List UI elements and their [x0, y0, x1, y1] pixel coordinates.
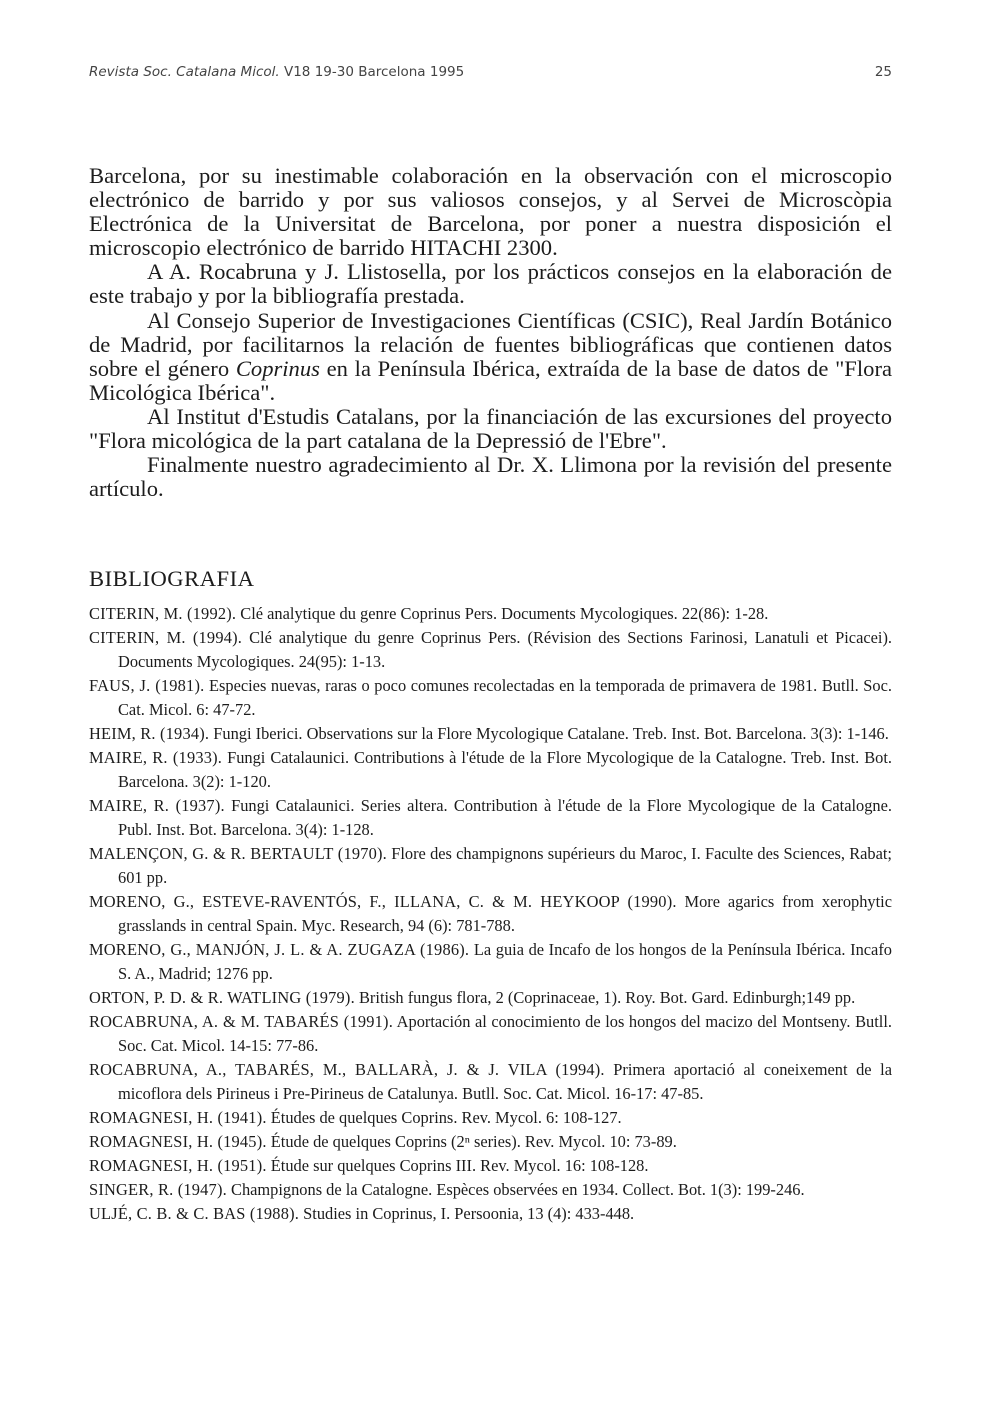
reference-author: MORENO, G., MANJÓN, J. L. & A. ZUGAZA (1986). — [89, 940, 470, 959]
reference-entry — [89, 626, 892, 674]
reference-author: MAIRE, R. (1933). — [89, 748, 223, 767]
reference-author: MAIRE, R. (1937). — [89, 796, 225, 815]
reference-author: SINGER, R. (1947). — [89, 1180, 227, 1199]
journal-name: Revista Soc. Catalana Micol. — [89, 64, 280, 80]
reference-text: Étude de quelques Coprins (2ⁿ series). Rev. Mycol. 10: 73-89. — [266, 1132, 677, 1151]
reference-entry — [89, 1178, 892, 1202]
reference-author: ROMAGNESI, H. (1945). — [89, 1132, 267, 1151]
reference-entry — [89, 794, 892, 842]
reference-text: Fungi Catalaunici. Contributions à l'étude de la Flore Mycologique de la Catalogne. Treb. Inst. Bot. Barcelona. 3(2): 1-120. — [118, 748, 892, 791]
reference-text: Aportación al conocimiento de los hongos del macizo del Montseny. Butll. Soc. Cat. Micol. 14-15: 77-86. — [118, 1012, 892, 1055]
reference-entry — [89, 1106, 892, 1130]
reference-text: More agarics from xerophytic grasslands in central Spain. Myc. Research, 94 (6): 781-788. — [118, 892, 892, 935]
acknowledgements-text — [89, 164, 892, 501]
paragraph-2: A A. Rocabruna y J. Llistosella, por los prácticos consejos en la elaboración de este trabajo y por la bibliografía prestada. — [89, 259, 892, 309]
bibliography-heading: BIBLIOGRAFIA — [89, 566, 255, 591]
reference-text: Studies in Coprinus, I. Persoonia, 13 (4): 433-448. — [299, 1204, 635, 1223]
reference-author: HEIM, R. (1934). — [89, 724, 210, 743]
reference-author: ORTON, P. D. & R. WATLING (1979). — [89, 988, 355, 1007]
reference-text: Champignons de la Catalogne. Espèces observées en 1934. Collect. Bot. 1(3): 199-246. — [226, 1180, 805, 1199]
reference-text: Clé analytique du genre Coprinus Pers. Documents Mycologiques. 22(86): 1-28. — [236, 604, 769, 623]
reference-entry — [89, 1202, 892, 1226]
paragraph-3 — [89, 309, 892, 405]
volume-pages: V18 19-30 Barcelona 1995 — [283, 64, 465, 80]
reference-entry — [89, 986, 892, 1010]
running-header — [89, 64, 892, 86]
genus-name: Coprinus — [235, 355, 320, 381]
reference-author: CITERIN, M. (1994). — [89, 628, 243, 647]
paragraph-3-part-b: en la Península Ibérica, extraída de la base de datos de "Flora Micológica Ibérica". — [89, 355, 892, 405]
reference-author: ROMAGNESI, H. (1951). — [89, 1156, 267, 1175]
reference-author: ULJÉ, C. B. & C. BAS (1988). — [89, 1204, 300, 1223]
paragraph-3-part-a: Al Consejo Superior de Investigaciones Científicas (CSIC), Real Jardín Botánico de Madrid, por facilitarnos la relación de fuentes bibliográficas que contienen datos sobre el género — [89, 307, 892, 381]
reference-entry — [89, 1130, 892, 1154]
reference-author: FAUS, J. (1981). — [89, 676, 205, 695]
reference-author: ROCABRUNA, A., TABARÉS, M., BALLARÀ, J. & J. VILA (1994). — [89, 1060, 605, 1079]
reference-text: Flore des champignons supérieurs du Maroc, I. Faculte des Sciences, Rabat; 601 pp. — [118, 844, 892, 887]
page-number: 25 — [874, 64, 892, 80]
reference-author: MORENO, G., ESTEVE-RAVENTÓS, F., ILLANA, C. & M. HEYKOOP (1990). — [89, 892, 677, 911]
paragraph-4: Al Institut d'Estudis Catalans, por la financiación de las excursiones del proyecto "Flora micológica de la part catalana de la Depressió de l'Ebre". — [89, 403, 892, 454]
reference-text: British fungus flora, 2 (Coprinaceae, 1). Roy. Bot. Gard. Edinburgh;149 pp. — [354, 988, 856, 1007]
reference-entry — [89, 890, 892, 938]
reference-text: Fungi Iberici. Observations sur la Flore Mycologique Catalane. Treb. Inst. Bot. Barcelona. 3(3): 1-146. — [209, 724, 889, 743]
reference-text: Fungi Catalaunici. Series altera. Contribution à l'étude de la Flore Mycologique de la Catalogne. Publ. Inst. Bot. Barcelona. 3(4): 1-128. — [118, 796, 892, 839]
bibliography-list — [89, 602, 892, 1226]
reference-author: MALENÇON, G. & R. BERTAULT (1970). — [89, 844, 387, 863]
paragraph-5: Finalmente nuestro agradecimiento al Dr. X. Llimona por la revisión del presente artículo. — [89, 452, 892, 502]
reference-text: Études de quelques Coprins. Rev. Mycol. 6: 108-127. — [266, 1108, 622, 1127]
reference-entry — [89, 1010, 892, 1058]
reference-text: Especies nuevas, raras o poco comunes recolectadas en la temporada de primavera de 1981. Butll. Soc. Cat. Micol. 6: 47-72. — [118, 676, 892, 719]
reference-text: Primera aportació al coneixement de la micoflora dels Pirineus i Pre-Pirineus de Catalunya. Butll. Soc. Cat. Micol. 16-17: 47-85. — [118, 1060, 892, 1103]
reference-entry — [89, 674, 892, 722]
reference-entry — [89, 938, 892, 986]
reference-entry — [89, 722, 892, 746]
reference-entry — [89, 1058, 892, 1106]
reference-text: La guia de Incafo de los hongos de la Península Ibérica. Incafo S. A., Madrid; 1276 pp. — [118, 940, 892, 983]
reference-author: ROMAGNESI, H. (1941). — [89, 1108, 267, 1127]
reference-text: Clé analytique du genre Coprinus Pers. (Révision des Sections Farinosi, Lanatuli et Picacei). Documents Mycologiques. 24(95): 1-13. — [118, 628, 893, 671]
reference-entry — [89, 842, 892, 890]
reference-entry — [89, 746, 892, 794]
reference-text: Étude sur quelques Coprins III. Rev. Mycol. 16: 108-128. — [266, 1156, 649, 1175]
reference-author: CITERIN, M. (1992). — [89, 604, 237, 623]
reference-entry — [89, 602, 892, 626]
reference-author: ROCABRUNA, A. & M. TABARÉS (1991). — [89, 1012, 393, 1031]
paragraph-1: Barcelona, por su inestimable colaboración en la observación con el microscopio electrónico de barrido y por sus valiosos consejos, y al Servei de Microscòpia Electrónica de la Universitat de Barcelona, por poner a nuestra disposición el microscopio electrónico de barrido HITACHI 2300. — [89, 163, 892, 261]
reference-entry — [89, 1154, 892, 1178]
